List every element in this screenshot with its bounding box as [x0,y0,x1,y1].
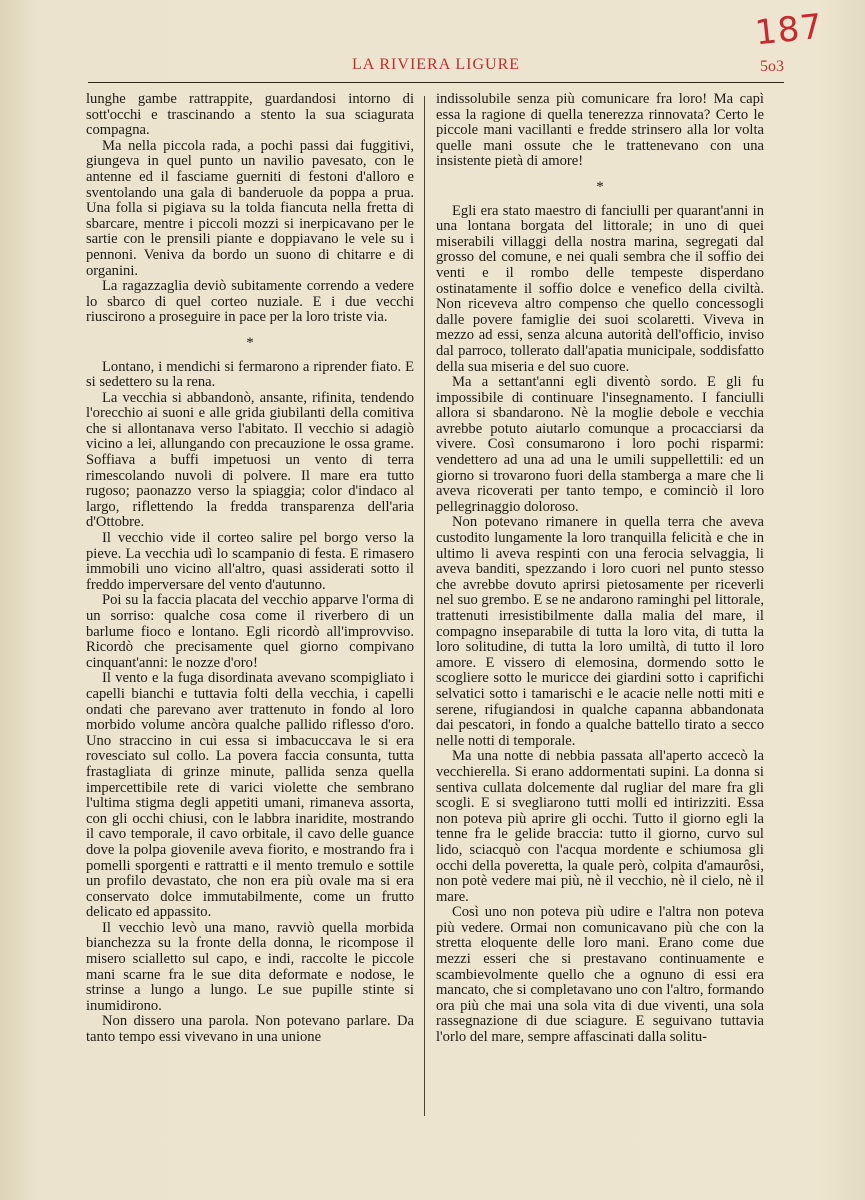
paragraph: La vecchia si abbandonò, ansante, rifinita, tendendo l'orecchio ai suoni e alle grida giubilanti della comitiva che si allontanava verso l'abitato. Il vecchio si adagiò vicino a lei, allungando con precauzione le ossa grame. Soffiava a buffi impetuosi un vento di terra rimescolando nuvoli di polvere. Il mare era tutto rugoso; paonazzo verso la spiaggia; color d'indaco al largo, riflettendo la fredda transparenza dell'aria d'Ottobre. [86,389,414,531]
paragraph: Ma una notte di nebbia passata all'aperto accecò la vecchierella. Si erano addormentati supini. La donna si sentiva cullata dolcemente dal rugliar del mare fra gli scogli. E si svegliarono tutti molli ed intirizziti. Essa non poteva più aprire gli occhi. Tutto il giorno egli la tenne fra le gelide braccia: tutto il giorno, curvo sul lido, sciacquò con l'acqua mordente e schiumosa gli occhi della poveretta, la quale però, colpita d'amaurôsi, non potè vedere mai più, nè il vecchio, nè il cielo, nè il mare. [436,748,764,905]
section-break-asterisk: * [246,334,254,351]
paragraph: La ragazzaglia deviò subitamente correndo a vedere lo sbarco di quel corteo nuziale. E i due vecchi riuscirono a proseguire in pace per la loro triste via. [86,278,414,326]
section-break-asterisk: * [596,178,604,195]
handwritten-archive-number: 187 [753,6,825,54]
header-rule [88,82,784,83]
paragraph: Lontano, i mendichi si fermarono a riprender fiato. E si sedettero su la rena. [86,358,414,391]
paragraph: Ma a settant'anni egli diventò sordo. E gli fu impossibile di continuare l'insegnamento. I fanciulli allora si sbandarono. Nè la moglie debole e vecchia avrebbe potuto aiutarlo comunque a procacciarsi da vivere. Così consumarono i loro pochi risparmi: vendettero ad una ad una le umili suppellettili: ed un giorno si trovarono fuori della stamberga a mare che li aveva ricoverati per tanto tempo, e cominciò il loro pellegrinaggio doloroso. [436,374,764,515]
paragraph: indissolubile senza più comunicare fra loro! Ma capì essa la ragione di quella tenerezza rinnovata? Certo le piccole mani vacillanti e fredde strinsero alla lor volta quelle mani ossute che le trattenevano con una insistente pietà di amore! [436,91,764,170]
left-column [86,92,414,1046]
paragraph: Il vecchio levò una mano, ravviò quella morbida bianchezza su la fronte della donna, le ricompose il misero scialletto sul capo, e indi, raccolte le piccole mani scarne fra le sue dita deformate e nodose, le strinse a lungo a lungo. Le sue pupille stinte si inumidirono. [86,919,414,1014]
paragraph: Egli era stato maestro di fanciulli per quarant'anni in una lontana borgata del littorale; in uno di quei miserabili villaggi della nostra marina, segregati dal grosso del comune, e nei quali sembra che il soffio dei venti e il rombo delle tempeste disperdano ostinatamente il soffio dolce e venefico della civiltà. Non riceveva altro compenso che quello concessogli dalle povere famiglie dei suoi scolaretti. Viveva in mezzo ad essi, senza alcuna autorità dell'officio, inviso dal parroco, tollerato dall'apatia municipale, soddisfatto della sua miseria e del suo cuore. [436,202,764,375]
paragraph: lunghe gambe rattrappite, guardandosi intorno di sott'occhi e trascinando a stento la sua sciagurata compagna. [86,91,414,139]
paragraph: Non dissero una parola. Non potevano parlare. Da tanto tempo essi vivevano in una unione [86,1013,414,1046]
journal-title: LA RIVIERA LIGURE [351,56,521,73]
running-header [88,56,784,82]
right-column [436,92,764,1046]
page-number: 5o3 [760,58,784,75]
paragraph: Il vecchio vide il corteo salire pel borgo verso la pieve. La vecchia udì lo scampanio di festa. E rimasero immobili uno vicino all'altro, quasi assiderati sotto il freddo imperversare del vento d'autunno. [86,530,414,593]
column-divider [424,96,425,1116]
paragraph: Il vento e la fuga disordinata avevano scompigliato i capelli bianchi e tuttavia folti della vecchia, i capelli ondati che parevano aver trattenuto in fondo al loro morbido volume ancòra qualche pallido riflesso d'oro. Uno straccino in cui essa si imbacuccava le si era rovesciato sul collo. La povera faccia consunta, tutta frastagliata di grinze minute, pallida senza quella impercettibile rete di varici violette che sembrano l'ultima stigma degli appetiti umani, rimaneva assorta, con gli occhi chiusi, con le labbra inaridite, mostrando il cavo temporale, il cavo orbitale, il cavo delle guance dove la polpa giovenile aveva fiorito, e mostrando fra i pomelli sporgenti e rattratti e il mento tremulo e sottile un profilo devastato, che non era più ovale ma si era conservato dolce immutabilmente, come un frutto delicato ed appassito. [86,670,414,921]
paragraph: Così uno non poteva più udire e l'altra non poteva più vedere. Ormai non comunicavano più che con la stretta eloquente delle loro mani. Erano come due mezzi esseri che si prestavano continuamente e scambievolmente quello che a ognuno di essi era mancato, che si completavano uno con l'altro, formando ora più che mai una sola vita di due viventi, una sola rassegnazione di due sciagure. E seguivano tuttavia l'orlo del mare, sempre affascinati dalla solitu- [436,904,764,1046]
paragraph: Poi su la faccia placata del vecchio apparve l'orma di un sorriso: qualche cosa come il riverbero di un barlume fioco e lontano. Egli ricordò all'improvviso. Ricordò che precisamente quel giorno compivano cinquant'anni: le nozze d'oro! [86,592,414,671]
paragraph: Non potevano rimanere in quella terra che aveva custodito lungamente la loro tranquilla felicità e che in ultimo li aveva respinti con una ferocia selvaggia, li aveva banditi, spezzando i loro cuori nel punto stesso che avrebbe dovuto aprirsi pietosamente per riceverli nel suo grembo. E se ne andarono raminghi pel littorale, trattenuti irresistibilmente dalla malia del mare, il compagno inseparabile di tutta la loro vita, di tutta la loro solitudine, di tutta la loro umiltà, di tutto il loro amore. E vissero di elemosina, dormendo sotto le scogliere sotto le muricce dei giardini sotto i caprifichi selvatici sotto i tamarischi e le acacie nelle notti miti e serene, rifugiandosi in qualche capanna abbandonata dai pescatori, in fondo a qualche battello tirato a secco nelle notti di temporale. [436,514,764,749]
paragraph: Ma nella piccola rada, a pochi passi dai fuggitivi, giungeva in quel punto un navilio pavesato, con le antenne ed il fasciame guerniti di festoni d'alloro e sventolando una gala di banderuole da poppa a prua. Una folla si pigiava su la tolda fiancuta nella fretta di sbarcare, mentre i piccoli mozzi si inerpicavano per le sartie con le prensili piante e doppiavano le vele su i pennoni. Veniva da bordo un suono di chitarre e di organini. [86,137,414,279]
